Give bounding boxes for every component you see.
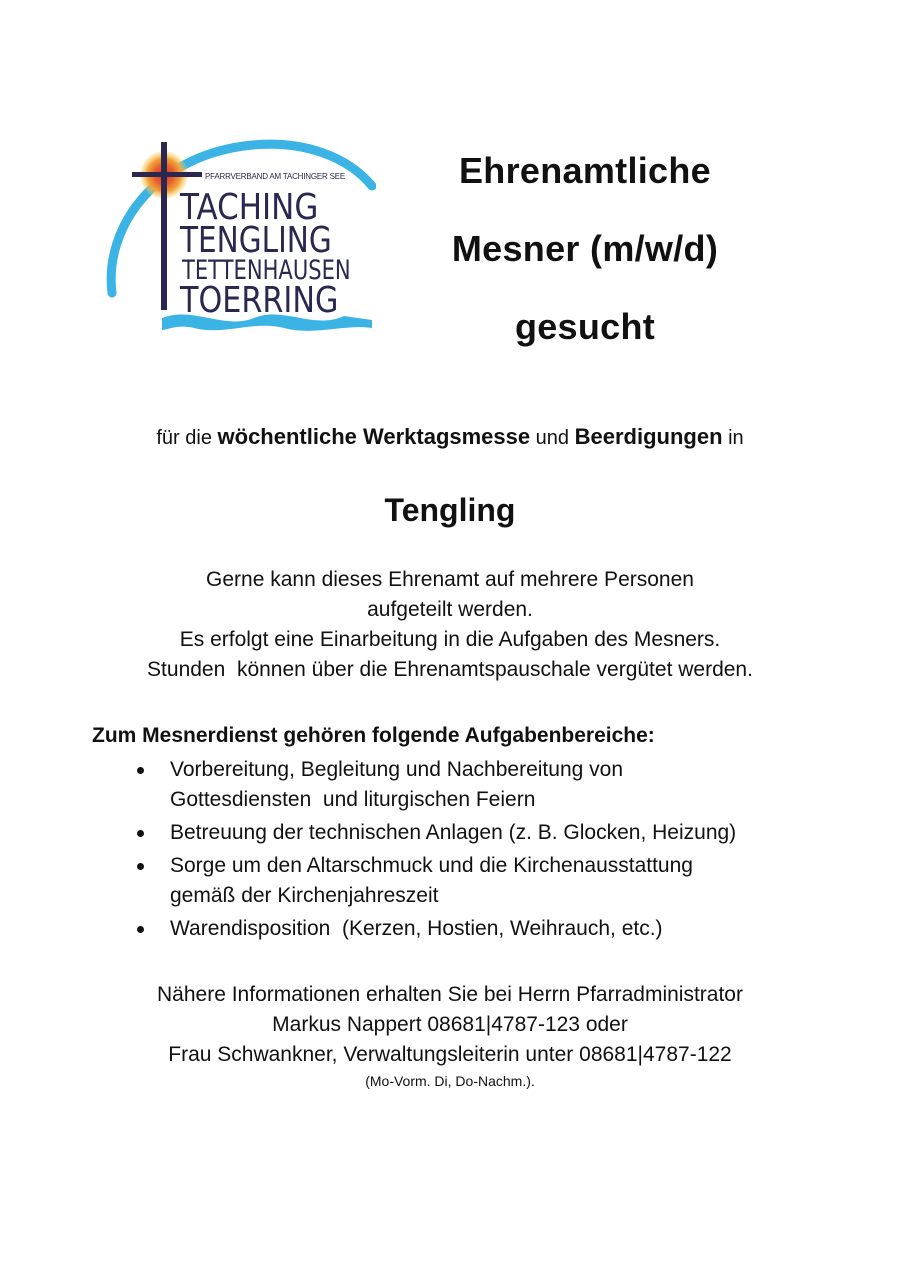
contact-line-3: Frau Schwankner, Verwaltungsleiterin unter 08681|4787-122 (168, 1043, 732, 1066)
info-line-1: Gerne kann dieses Ehrenamt auf mehrere Personen (206, 568, 694, 591)
task-item (130, 755, 830, 815)
info-paragraph (0, 565, 900, 685)
location-title: Tengling (384, 492, 516, 528)
cross-horizontal (132, 172, 202, 177)
intro-text-3: in (722, 427, 744, 449)
intro-funerals: Beerdigungen (574, 424, 723, 449)
intro-text-1: für die (156, 427, 218, 449)
tasks-heading: Zum Mesnerdienst gehören folgende Aufgabenbereiche: (92, 724, 655, 747)
task-item (130, 818, 830, 848)
headline-line-1: Ehrenamtliche (459, 150, 711, 191)
bullet-icon (137, 830, 144, 837)
logo-town-toerring: TOERRING (180, 280, 339, 321)
intro-text-2: und (530, 427, 575, 449)
bullet-icon (137, 767, 144, 774)
info-line-2: aufgeteilt werden. (367, 598, 533, 621)
info-line-4: Stunden können über die Ehrenamtspauschale vergütet werden. (147, 658, 753, 681)
tasks-list (130, 755, 830, 947)
logo-town-tettenhausen: TETTENHAUSEN (182, 255, 351, 286)
logo-subtitle: PFARRVERBAND AM TACHINGER SEE (205, 172, 346, 181)
task-text: Vorbereitung, Begleitung und Nachbereitung von (170, 758, 623, 781)
task-text: Warendisposition (Kerzen, Hostien, Weihrauch, etc.) (170, 917, 663, 940)
bullet-icon (137, 926, 144, 933)
contact-info (0, 980, 900, 1092)
headline (410, 132, 760, 366)
parish-logo (104, 138, 376, 338)
intro-weekday-mass: wöchentliche Werktagsmesse (217, 424, 531, 449)
task-text-continued: gemäß der Kirchenjahreszeit (170, 884, 439, 907)
office-hours: (Mo-Vorm. Di, Do-Nachm.). (365, 1073, 535, 1089)
contact-line-1: Nähere Informationen erhalten Sie bei Herrn Pfarradministrator (157, 983, 743, 1006)
cross-vertical (161, 142, 167, 310)
task-text-continued: Gottesdiensten und liturgischen Feiern (170, 788, 536, 811)
task-text: Betreuung der technischen Anlagen (z. B. Glocken, Heizung) (170, 821, 737, 844)
intro-line (0, 424, 900, 450)
task-item (130, 914, 830, 944)
bullet-icon (137, 863, 144, 870)
task-item (130, 851, 830, 911)
logo-town-tengling: TENGLING (180, 220, 332, 261)
task-text: Sorge um den Altarschmuck und die Kirchenausstattung (170, 854, 693, 877)
logo-town-taching: TACHING (180, 187, 319, 228)
headline-line-2: Mesner (m/w/d) (451, 228, 719, 269)
contact-line-2: Markus Nappert 08681|4787-123 oder (272, 1013, 628, 1036)
info-line-3: Es erfolgt eine Einarbeitung in die Aufgaben des Mesners. (179, 628, 721, 651)
headline-line-3: gesucht (514, 306, 656, 347)
